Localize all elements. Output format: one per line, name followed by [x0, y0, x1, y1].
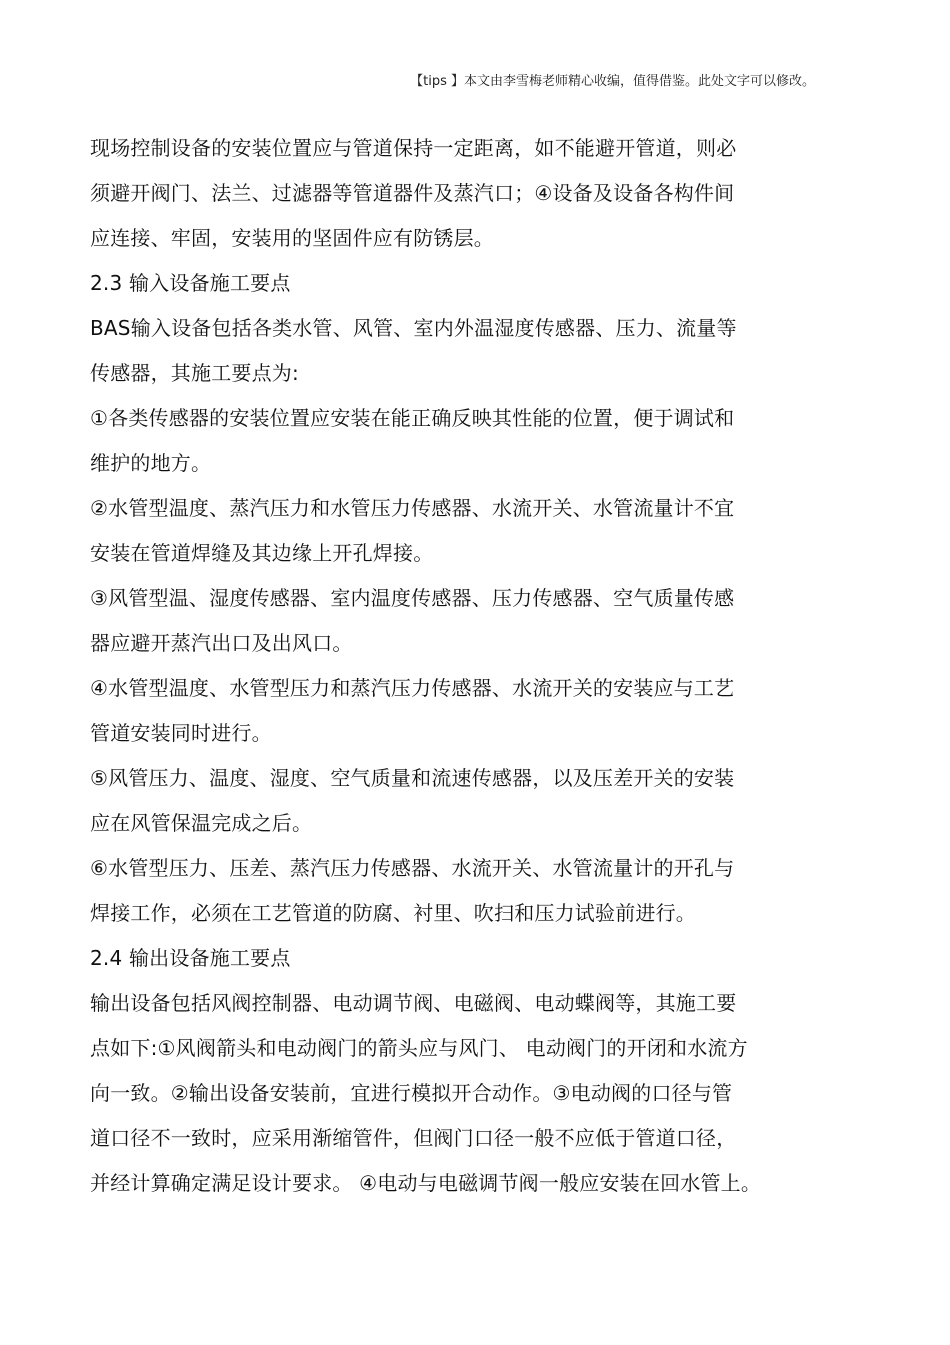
- text-line: 须避开阀门、法兰、过滤器等管道器件及蒸汽口；④设备及设备各构件间: [90, 181, 735, 205]
- text-line: BAS输入设备包括各类水管、风管、室内外温湿度传感器、压力、流量等: [90, 316, 737, 340]
- text-line: 应在风管保温完成之后。: [90, 811, 313, 835]
- text-line: 道口径不一致时，应采用渐缩管件，但阀门口径一般不应低于管道口径，: [90, 1126, 737, 1150]
- text-line: 器应避开蒸汽出口及出风口。: [90, 631, 353, 655]
- text-line: 现场控制设备的安装位置应与管道保持一定距离，如不能避开管道，则必: [90, 136, 737, 160]
- text-line: ④水管型温度、水管型压力和蒸汽压力传感器、水流开关的安装应与工艺: [90, 676, 735, 700]
- text-line: ⑥水管型压力、压差、蒸汽压力传感器、水流开关、水管流量计的开孔与: [90, 856, 735, 880]
- text-line: 点如下:①风阀箭头和电动阀门的箭头应与风门、 电动阀门的开闭和水流方: [90, 1036, 748, 1060]
- section-heading: 2.4 输出设备施工要点: [90, 946, 291, 970]
- text-line: ②水管型温度、蒸汽压力和水管压力传感器、水流开关、水管流量计不宜: [90, 496, 735, 520]
- text-line: 向一致。②输出设备安装前，宜进行模拟开合动作。③电动阀的口径与管: [90, 1081, 733, 1105]
- text-line: 管道安装同时进行。: [90, 721, 272, 745]
- text-line: ⑤风管压力、温度、湿度、空气质量和流速传感器，以及压差开关的安装: [90, 766, 735, 790]
- document-body: [90, 126, 850, 1206]
- text-line: ③风管型温、湿度传感器、室内温度传感器、压力传感器、空气质量传感: [90, 586, 735, 610]
- text-line: 传感器，其施工要点为:: [90, 361, 299, 385]
- text-line: 并经计算确定满足设计要求。 ④电动与电磁调节阀一般应安装在回水管上。: [90, 1171, 762, 1195]
- section-heading: 2.3 输入设备施工要点: [90, 271, 291, 295]
- text-line: 维护的地方。: [90, 451, 212, 475]
- text-line: 安装在管道焊缝及其边缘上开孔焊接。: [90, 541, 434, 565]
- text-line: 应连接、牢固，安装用的坚固件应有防锈层。: [90, 226, 494, 250]
- text-line: ①各类传感器的安装位置应安装在能正确反映其性能的位置，便于调试和: [90, 406, 735, 430]
- text-line: 输出设备包括风阀控制器、电动调节阀、电磁阀、电动蝶阀等，其施工要: [90, 991, 737, 1015]
- header-tip: 【tips 】本文由李雪梅老师精心收编，值得借鉴。此处文字可以修改。: [410, 74, 815, 89]
- text-line: 焊接工作，必须在工艺管道的防腐、衬里、吹扫和压力试验前进行。: [90, 901, 696, 925]
